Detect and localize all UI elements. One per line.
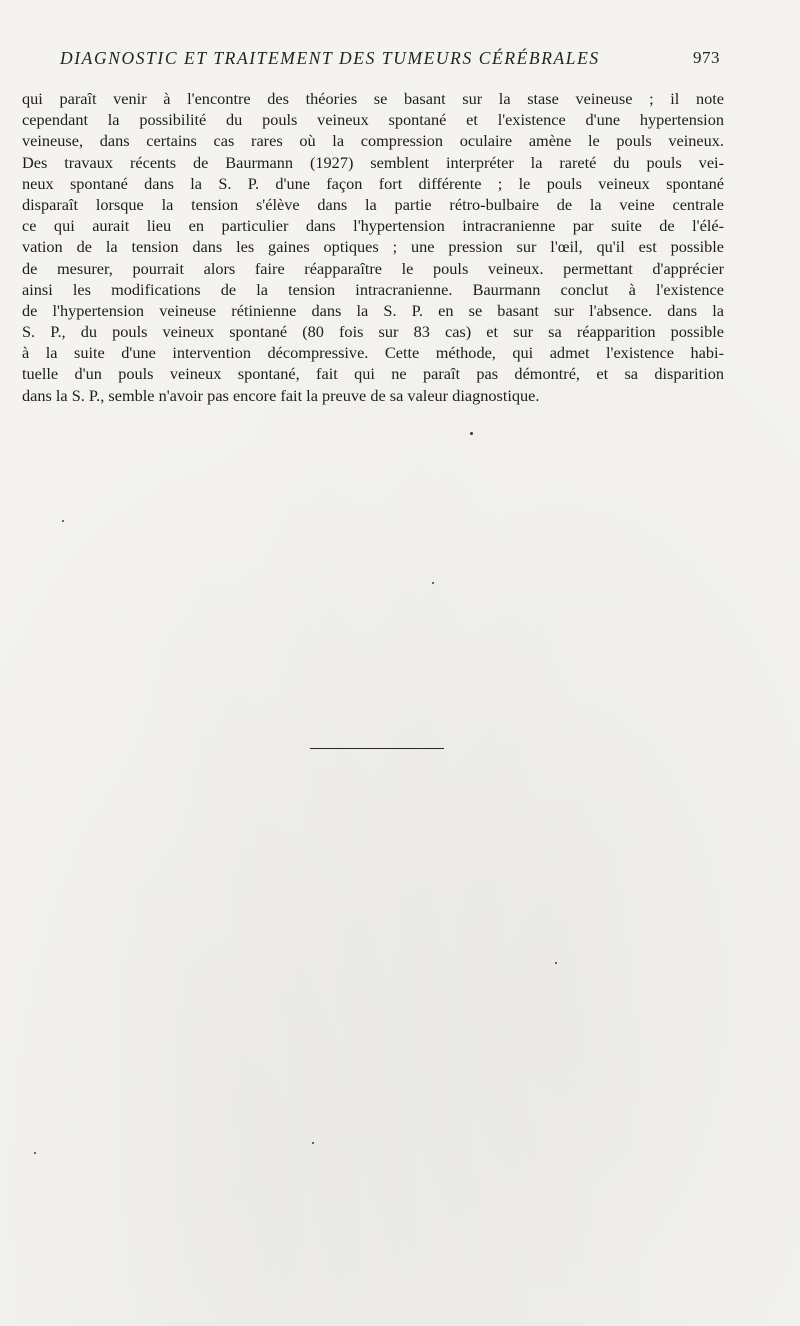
paragraph-line: de mesurer, pourrait alors faire réapparaître le pouls veineux. permettant d'apprécier bbox=[22, 258, 724, 278]
paragraph-line: veineuse, dans certains cas rares où la compression oculaire amène le pouls veineux. bbox=[22, 131, 724, 151]
ink-speck bbox=[312, 1142, 314, 1144]
paragraph-line: S. P., du pouls veineux spontané (80 fois sur 83 cas) et sur sa réapparition possible bbox=[22, 322, 724, 342]
paragraph-line: de l'hypertension veineuse rétinienne dans la S. P. en se basant sur l'absence. dans la bbox=[22, 300, 724, 320]
running-head-title: DIAGNOSTIC ET TRAITEMENT DES TUMEURS CÉRÉBRALES bbox=[60, 48, 600, 68]
paragraph-line: disparaît lorsque la tension s'élève dans la partie rétro-bulbaire de la veine centrale bbox=[22, 194, 724, 214]
paragraph-line: dans la S. P., semble n'avoir pas encore fait la preuve de sa valeur diagnostique. bbox=[22, 385, 540, 405]
ink-speck bbox=[62, 520, 64, 522]
paragraph-line: à la suite d'une intervention décompressive. Cette méthode, qui admet l'existence habi- bbox=[22, 343, 724, 363]
body-paragraph bbox=[22, 88, 724, 406]
ink-speck bbox=[34, 1152, 36, 1154]
paragraph-line: neux spontané dans la S. P. d'une façon fort différente ; le pouls veineux spontané bbox=[22, 173, 724, 193]
running-head bbox=[60, 48, 720, 74]
paragraph-line: cependant la possibilité du pouls veineux spontané et l'existence d'une hypertension bbox=[22, 110, 724, 130]
paragraph-line: ainsi les modifications de la tension intracranienne. Baurmann conclut à l'existence bbox=[22, 279, 724, 299]
ink-speck bbox=[555, 962, 557, 964]
paragraph-line: qui paraît venir à l'encontre des théories se basant sur la stase veineuse ; il note bbox=[22, 89, 724, 108]
section-divider-rule bbox=[310, 748, 444, 749]
page-number: 973 bbox=[693, 48, 720, 67]
paragraph-line: vation de la tension dans les gaines optiques ; une pression sur l'œil, qu'il est possible bbox=[22, 237, 724, 257]
ink-speck bbox=[432, 582, 434, 584]
ink-speck bbox=[470, 432, 473, 435]
paragraph-line: Des travaux récents de Baurmann (1927) semblent interpréter la rareté du pouls vei- bbox=[22, 152, 724, 172]
paragraph-line: ce qui aurait lieu en particulier dans l'hypertension intracranienne par suite de l'élé- bbox=[22, 216, 724, 236]
paragraph-line: tuelle d'un pouls veineux spontané, fait qui ne paraît pas démontré, et sa disparition bbox=[22, 364, 724, 384]
